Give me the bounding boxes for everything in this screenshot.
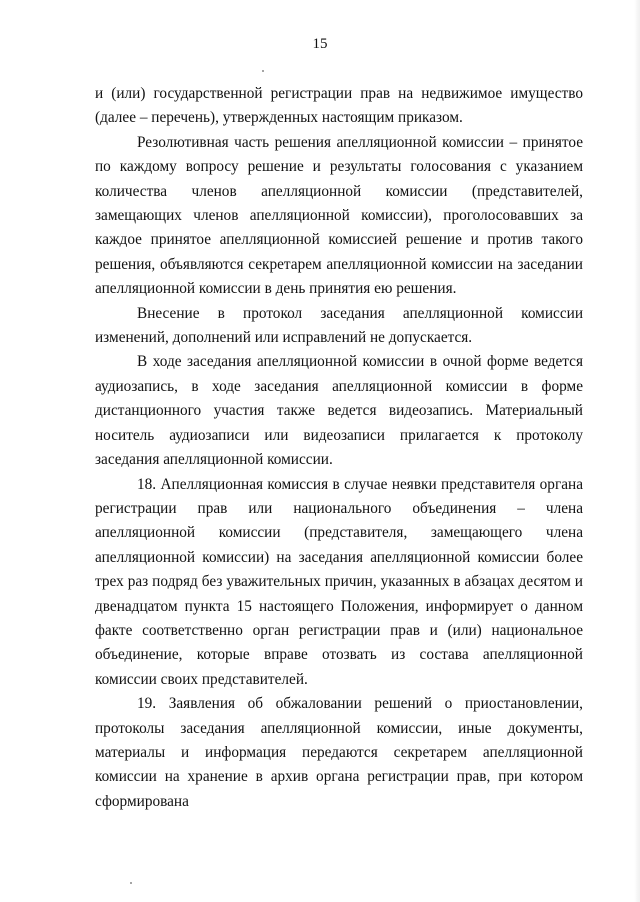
paragraph: В ходе заседания апелляционной комиссии в очной форме ведется аудиозапись, в ходе заседания апелляционной комиссии в форме дистанционного участия также ведется видеозапись. Материальный носитель аудиозаписи или видеозаписи прилагается к протоколу заседания апелляционной комиссии. [95, 353, 583, 469]
scan-speck [262, 70, 264, 72]
paragraph: 18. Апелляционная комиссия в случае неявки представителя органа регистрации прав или национального объединения – члена апелляционной комиссии (представителя, замещающего члена апелляционной комиссии) на заседания апелляционной комиссии более трех раз подряд без уважительных причин, указанных в абзацах десятом и двенадцатом пункта 15 настоящего Положения, информирует о данном факте соответственно орган регистрации прав и (или) национальное объединение, которые вправе отозвать из состава апелляционной комиссии своих представителей. [95, 475, 583, 688]
paragraph: Внесение в протокол заседания апелляционной комиссии изменений, дополнений или исправлений не допускается. [95, 304, 583, 347]
scan-edge-shadow [634, 0, 640, 902]
document-body [95, 82, 583, 814]
paragraph: и (или) государственной регистрации прав на недвижимое имущество (далее – перечень), утвержденных настоящим приказом. [95, 85, 583, 127]
paragraph: 19. Заявления об обжаловании решений о приостановлении, протоколы заседания апелляционной комиссии, иные документы, материалы и информация передаются секретарем апелляционной комиссии на хранение в архив органа регистрации прав, при котором сформирована [95, 695, 583, 810]
paragraph: Резолютивная часть решения апелляционной комиссии – принятое по каждому вопросу решение и результаты голосования с указанием количества членов апелляционной комиссии (представителей, замещающих членов апелляционной комиссии), проголосовавших за каждое принятое апелляционной комиссией решение и против такого решения, объявляются секретарем апелляционной комиссии на заседании апелляционной комиссии в день принятия ею решения. [95, 133, 583, 298]
page-number: 15 [312, 36, 328, 52]
scan-speck [130, 882, 132, 884]
